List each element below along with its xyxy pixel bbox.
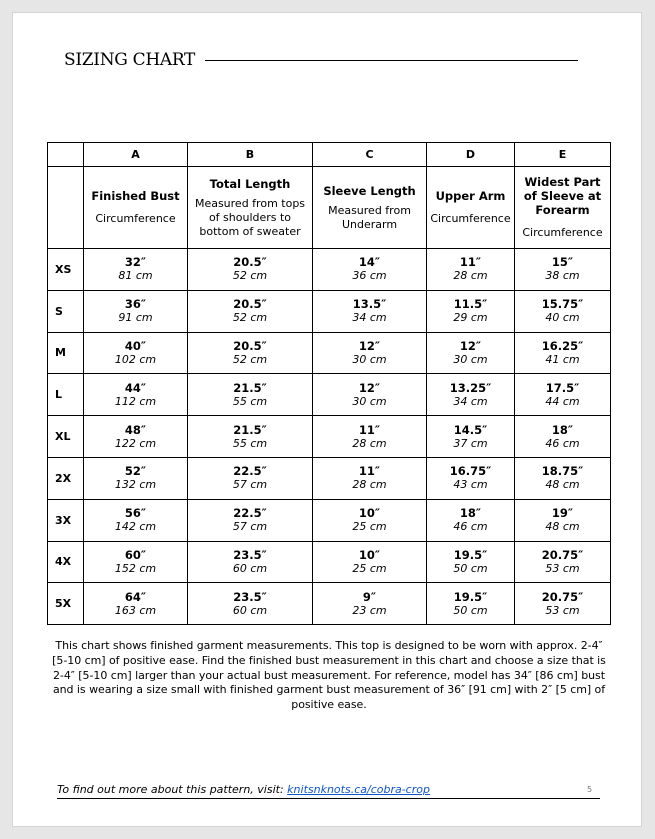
cm-value: 29 cm [453,311,488,325]
size-label: S [48,290,84,332]
table-row [48,583,611,625]
cm-value: 53 cm [545,603,580,617]
cm-value: 142 cm [114,520,157,534]
cm-value: 81 cm [118,269,153,283]
inches-value: 10″ [358,506,381,521]
inches-value: 21.5″ [233,380,267,395]
inches-value: 11″ [358,464,381,479]
cm-value: 57 cm [232,478,268,492]
inches-value: 19″ [551,506,574,521]
cm-value: 60 cm [232,603,268,617]
column-header [313,167,427,249]
measurement-cell [515,583,611,625]
cm-value: 55 cm [232,436,268,450]
inches-value: 22.5″ [233,506,267,521]
cm-value: 43 cm [453,478,488,492]
cm-value: 55 cm [232,394,268,408]
inches-value: 12″ [358,380,381,395]
footer-rule [57,798,600,799]
measurement-cell [427,541,515,583]
table-row [48,416,611,458]
size-label: 3X [48,499,84,541]
size-label: 4X [48,541,84,583]
measurement-cell [188,249,313,291]
cm-value: 53 cm [545,561,580,575]
column-header [188,167,313,249]
table-row [48,332,611,374]
cm-value: 48 cm [545,520,580,534]
cm-value: 57 cm [232,520,268,534]
inches-value: 13.25″ [449,380,492,395]
inches-value: 18″ [551,422,574,437]
measurement-cell [188,541,313,583]
cm-value: 37 cm [453,436,488,450]
cm-value: 41 cm [545,352,580,366]
table-row [48,499,611,541]
measurement-cell [313,416,427,458]
measurement-cell [84,332,188,374]
measurement-cell [427,249,515,291]
table-row [48,249,611,291]
inches-value: 23.5″ [233,547,267,562]
measurement-cell [188,583,313,625]
measurement-cell [84,374,188,416]
inches-value: 36″ [124,297,147,312]
measurement-cell [84,499,188,541]
sizing-table [47,142,611,625]
document-page [12,12,642,827]
inches-value: 12″ [358,338,381,353]
inches-value: 21.5″ [233,422,267,437]
cm-value: 122 cm [114,436,157,450]
cm-value: 52 cm [232,352,268,366]
inches-value: 48″ [124,422,147,437]
cm-value: 46 cm [453,520,488,534]
column-letter: D [427,143,515,167]
measurement-cell [84,290,188,332]
column-name: Upper Arm [435,189,506,203]
column-subtitle: Circumference [430,212,511,225]
column-name: Widest Part of Sleeve at Forearm [523,175,602,217]
inches-value: 11″ [358,422,381,437]
page-number: 5 [587,785,593,794]
inches-value: 52″ [124,464,147,479]
pattern-link[interactable]: knitsnknots.ca/cobra-crop [287,783,430,796]
column-subtitle: Measured from Underarm [328,203,411,231]
inches-value: 56″ [124,506,147,521]
inches-value: 64″ [124,589,147,604]
column-subtitle: Circumference [522,226,603,239]
inches-value: 19.5″ [453,589,488,604]
inches-value: 15″ [551,255,574,270]
measurement-cell [427,457,515,499]
cm-value: 152 cm [114,561,157,575]
inches-value: 20.5″ [233,297,267,312]
column-letter-row [48,143,611,167]
cm-value: 52 cm [232,269,268,283]
measurement-cell [427,583,515,625]
measurement-cell [515,249,611,291]
measurement-cell [313,541,427,583]
inches-value: 18.75″ [541,464,584,479]
measurement-cell [427,499,515,541]
column-letter: B [188,143,313,167]
cm-value: 38 cm [545,269,580,283]
column-name: Finished Bust [91,189,180,203]
column-header [515,167,611,249]
measurement-cell [427,332,515,374]
measurement-cell [515,416,611,458]
inches-value: 14.5″ [453,422,488,437]
measurement-cell [427,290,515,332]
measurement-cell [84,416,188,458]
inches-value: 20.5″ [233,338,267,353]
cm-value: 25 cm [352,520,387,534]
measurement-cell [84,583,188,625]
measurement-cell [313,499,427,541]
cm-value: 40 cm [545,311,580,325]
measurement-cell [188,416,313,458]
inches-value: 22.5″ [233,464,267,479]
size-label: XL [48,416,84,458]
inches-value: 19.5″ [453,547,488,562]
inches-value: 13.5″ [352,297,387,312]
measurement-cell [188,290,313,332]
cm-value: 112 cm [114,394,157,408]
size-label: XS [48,249,84,291]
inches-value: 40″ [124,338,147,353]
cm-value: 50 cm [453,603,488,617]
cm-value: 30 cm [352,352,387,366]
cm-value: 52 cm [232,311,268,325]
column-subtitle: Measured from tops of shoulders to bottom of sweater [194,196,306,238]
cm-value: 46 cm [545,436,580,450]
inches-value: 20.75″ [541,589,584,604]
cm-value: 102 cm [114,352,157,366]
corner-cell [48,143,84,167]
inches-value: 20.75″ [541,547,584,562]
measurement-cell [84,457,188,499]
inches-value: 16.75″ [449,464,492,479]
inches-value: 11.5″ [453,297,488,312]
measurement-cell [515,374,611,416]
inches-value: 15.75″ [541,297,584,312]
cm-value: 30 cm [453,352,488,366]
cm-value: 30 cm [352,394,387,408]
inches-value: 9″ [362,589,377,604]
cm-value: 50 cm [453,561,488,575]
measurement-cell [84,249,188,291]
size-label: 5X [48,583,84,625]
column-letter: A [84,143,188,167]
cm-value: 23 cm [352,603,387,617]
measurement-cell [515,290,611,332]
footer-text: To find out more about this pattern, visit: [57,783,288,796]
inches-value: 18″ [459,506,482,521]
measurement-cell [427,416,515,458]
measurement-cell [515,541,611,583]
cm-value: 28 cm [352,436,387,450]
inches-value: 32″ [124,255,147,270]
title-rule [205,60,578,61]
measurement-cell [313,583,427,625]
page-title: SIZING CHART [64,50,196,70]
measurement-cell [188,457,313,499]
corner-cell [48,167,84,249]
measurement-cell [188,499,313,541]
measurement-cell [84,541,188,583]
column-subtitle: Circumference [95,212,176,225]
cm-value: 34 cm [352,311,387,325]
cm-value: 28 cm [453,269,488,283]
table-row [48,374,611,416]
cm-value: 48 cm [545,478,580,492]
cm-value: 44 cm [545,394,580,408]
measurement-cell [313,290,427,332]
measurement-cell [313,332,427,374]
inches-value: 20.5″ [233,255,267,270]
size-label: 2X [48,457,84,499]
measurement-cell [427,374,515,416]
inches-value: 60″ [124,547,147,562]
measurement-cell [313,457,427,499]
inches-value: 10″ [358,547,381,562]
column-name: Sleeve Length [323,183,416,198]
measurement-cell [313,249,427,291]
ease-note: This chart shows finished garment measurements. This top is designed to be worn with approx. 2-4″ [5-10 cm] of positive ease. Find the finished bust measurement in this chart and choose a size that is 2-4″ [5-10 cm] larger than your actual bust measurement. For reference, model has 34″ [86 cm] bust and is wearing a size small with finished garment bust measurement of 36″ [91 cm] with 2″ [5 cm] of positive ease. [52,639,606,712]
measurement-cell [515,499,611,541]
inches-value: 12″ [459,338,482,353]
measurement-cell [188,332,313,374]
column-header-row [48,167,611,249]
cm-value: 28 cm [352,478,387,492]
inches-value: 16.25″ [541,338,584,353]
cm-value: 163 cm [114,603,157,617]
inches-value: 23.5″ [233,589,267,604]
column-header [427,167,515,249]
cm-value: 36 cm [352,269,387,283]
column-header [84,167,188,249]
cm-value: 132 cm [114,478,157,492]
measurement-cell [515,457,611,499]
cm-value: 34 cm [453,394,488,408]
table-row [48,541,611,583]
column-name: Total Length [209,176,291,191]
size-label: M [48,332,84,374]
inches-value: 17.5″ [545,380,580,395]
footer [57,783,430,796]
inches-value: 44″ [124,380,147,395]
cm-value: 91 cm [118,311,153,325]
table-row [48,457,611,499]
inches-value: 11″ [459,255,482,270]
size-label: L [48,374,84,416]
inches-value: 14″ [358,255,381,270]
column-letter: E [515,143,611,167]
column-letter: C [313,143,427,167]
cm-value: 25 cm [352,561,387,575]
measurement-cell [188,374,313,416]
measurement-cell [313,374,427,416]
measurement-cell [515,332,611,374]
cm-value: 60 cm [232,561,268,575]
table-row [48,290,611,332]
